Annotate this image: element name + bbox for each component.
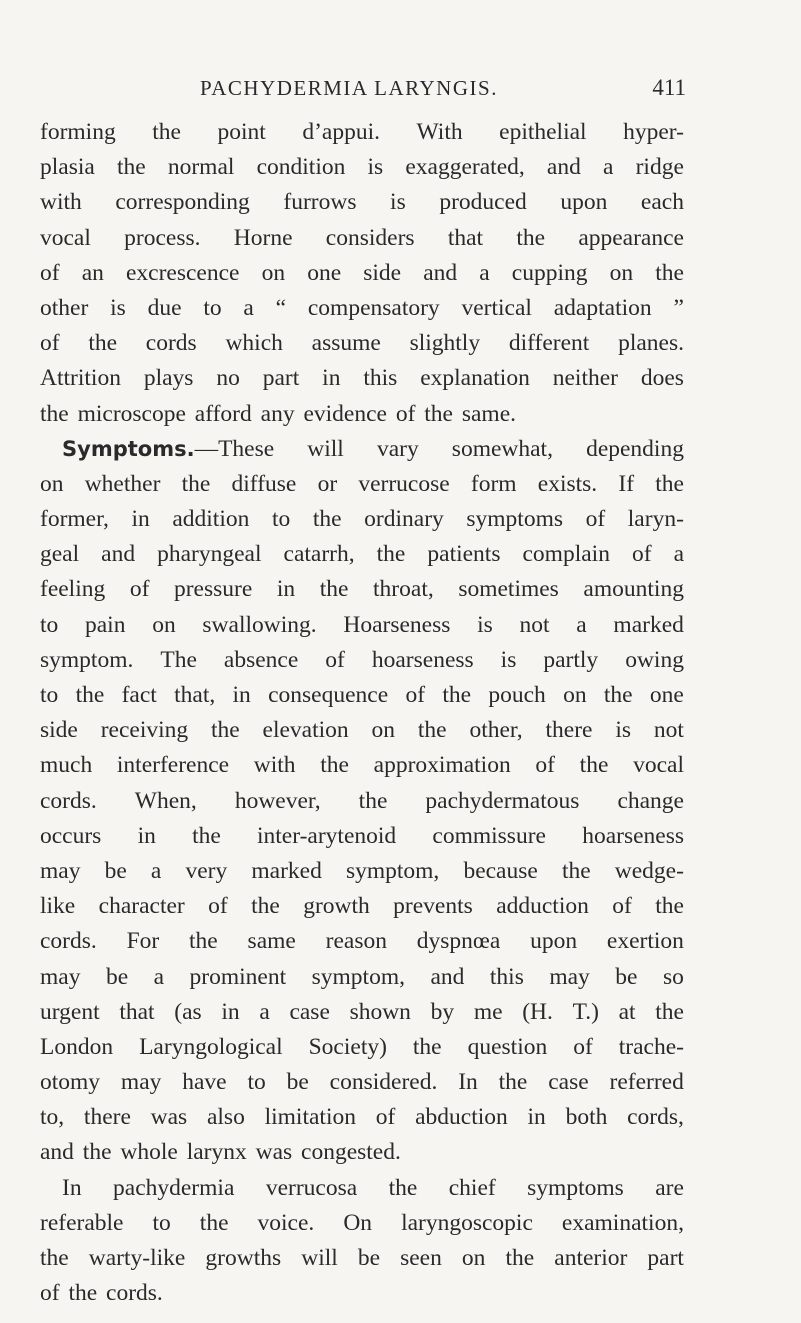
text-line: In pachydermia verrucosa the chief symptoms are xyxy=(62,1174,684,1201)
running-head xyxy=(200,76,686,106)
text-line: former, in addition to the ordinary symptoms of laryn- xyxy=(40,506,684,533)
text-line: vocal process. Horne considers that the appearance xyxy=(40,224,684,251)
text-line: otomy may have to be considered. In the case referred xyxy=(40,1069,684,1096)
text-line: urgent that (as in a case shown by me (H. T.) at the xyxy=(40,998,684,1025)
text-line: referable to the voice. On laryngoscopic examination, xyxy=(40,1209,684,1236)
text-line: plasia the normal condition is exaggerated, and a ridge xyxy=(40,154,684,181)
text-line: of the cords which assume slightly different planes. xyxy=(40,330,684,357)
text-line: with corresponding furrows is produced upon each xyxy=(40,189,684,216)
text-line: cords. For the same reason dyspnœa upon exertion xyxy=(40,928,684,955)
text-line: other is due to a “ compensatory vertical adaptation ” xyxy=(40,294,684,321)
text-line: Attrition plays no part in this explanation neither does xyxy=(40,365,684,392)
text-line: the warty-like growths will be seen on the anterior part xyxy=(40,1245,684,1271)
section-heading: Symptoms. xyxy=(62,436,195,461)
text-line: occurs in the inter-arytenoid commissure hoarseness xyxy=(40,822,684,849)
text-line: London Laryngological Society) the question of trache- xyxy=(40,1033,684,1060)
text-line: side receiving the elevation on the other, there is not xyxy=(40,717,684,744)
text-line: and the whole larynx was congested. xyxy=(40,1139,401,1166)
text-line: much interference with the approximation of the vocal xyxy=(40,752,684,779)
text-line: cords. When, however, the pachydermatous change xyxy=(40,787,684,814)
page-number: 411 xyxy=(652,75,686,100)
text-line: forming the point d’appui. With epithelial hyper- xyxy=(40,119,684,145)
text-line: like character of the growth prevents adduction of the xyxy=(40,893,684,920)
text-line: symptom. The absence of hoarseness is partly owing xyxy=(40,646,684,673)
text-line xyxy=(40,432,684,467)
text-line: of the cords. xyxy=(40,1280,163,1307)
running-title: PACHYDERMIA LARYNGIS. xyxy=(200,76,498,100)
text-line: geal and pharyngeal catarrh, the patients complain of a xyxy=(40,541,684,568)
text-line: to, there was also limitation of abduction in both cords, xyxy=(40,1104,684,1131)
text-line: may be a prominent symptom, and this may be so xyxy=(40,963,684,990)
line-text: —These will vary somewhat, depending xyxy=(194,435,684,462)
text-line: of an excrescence on one side and a cupping on the xyxy=(40,259,684,286)
text-line: to the fact that, in consequence of the pouch on the one xyxy=(40,682,684,708)
text-line: the microscope afford any evidence of the same. xyxy=(40,400,517,427)
text-line: feeling of pressure in the throat, sometimes amounting xyxy=(40,576,684,603)
text-line: may be a very marked symptom, because the wedge- xyxy=(40,857,684,884)
text-line: to pain on swallowing. Hoarseness is not a marked xyxy=(40,611,684,638)
body-text xyxy=(40,115,684,1311)
text-line: on whether the diffuse or verrucose form exists. If the xyxy=(40,470,684,497)
